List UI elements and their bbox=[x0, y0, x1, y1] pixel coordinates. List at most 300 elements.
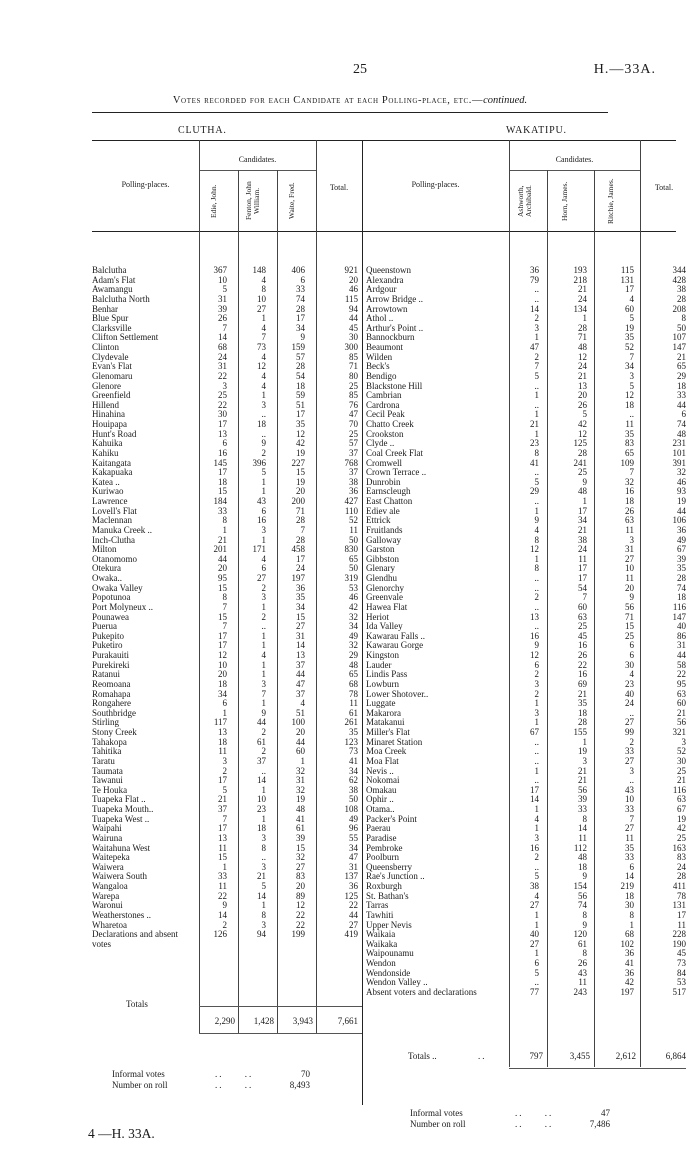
dot-leader: .. .. bbox=[515, 1119, 554, 1129]
polling-place-name: Taratu bbox=[92, 755, 115, 766]
polling-place-name: Kaitangata bbox=[92, 457, 131, 468]
row-total: 37 bbox=[349, 467, 358, 478]
polling-place-name: Evan's Flat bbox=[92, 361, 132, 372]
candidate-votes: 33 bbox=[578, 804, 587, 814]
candidate-votes: 18 bbox=[625, 890, 634, 901]
candidate-votes: .. bbox=[534, 601, 539, 612]
row-total: 24 bbox=[677, 861, 686, 872]
candidate-votes: 2 bbox=[534, 313, 539, 324]
candidate-votes: 36 bbox=[625, 967, 634, 978]
candidate-votes: 7 bbox=[300, 524, 305, 535]
row-total: 48 bbox=[349, 659, 358, 670]
wakatipu-total-all: 6,864 bbox=[665, 1051, 686, 1061]
polling-place-name: Katea .. bbox=[92, 476, 120, 487]
row-total: 321 bbox=[672, 727, 686, 737]
row-total: 21 bbox=[677, 351, 686, 362]
candidate-votes: 199 bbox=[291, 929, 305, 940]
candidate-votes: 33 bbox=[218, 505, 227, 516]
table-row bbox=[92, 439, 362, 449]
candidate-votes: 6 bbox=[222, 698, 227, 709]
candidate-votes: 17 bbox=[218, 419, 227, 429]
caption-rule bbox=[92, 112, 608, 113]
candidate-votes: 16 bbox=[218, 447, 227, 458]
row-total: 28 bbox=[677, 573, 686, 583]
row-total: 20 bbox=[349, 274, 358, 285]
candidate-votes: 20 bbox=[296, 486, 305, 497]
row-total: 63 bbox=[677, 794, 686, 805]
candidate-votes: .. bbox=[534, 861, 539, 872]
candidate-votes: 41 bbox=[530, 457, 539, 468]
row-total: 32 bbox=[349, 611, 358, 622]
table-row bbox=[92, 767, 362, 777]
table-row bbox=[366, 690, 686, 700]
header-bottom-rule bbox=[92, 231, 676, 232]
candidate-votes: 12 bbox=[625, 390, 634, 401]
polling-place-name: St. Bathan's bbox=[366, 890, 409, 901]
candidate-votes: 219 bbox=[620, 881, 634, 891]
row-total: 190 bbox=[672, 938, 686, 949]
candidate-votes: 7 bbox=[261, 688, 266, 699]
candidate-votes: 201 bbox=[213, 544, 227, 555]
candidate-votes: 12 bbox=[296, 900, 305, 911]
polling-place-name: Kawarau Gorge bbox=[366, 640, 424, 651]
table-row bbox=[92, 507, 362, 517]
candidate-votes: 100 bbox=[291, 717, 305, 728]
candidate-votes: 1 bbox=[261, 486, 266, 497]
candidate-votes: 17 bbox=[218, 467, 227, 478]
candidate-votes: 3 bbox=[629, 534, 634, 545]
polling-place-name: Adam's Flat bbox=[92, 274, 136, 285]
polling-place-name: Clifton Settlement bbox=[92, 332, 159, 343]
candidate-votes: 109 bbox=[620, 457, 634, 468]
polling-place-name: Wharetoa bbox=[92, 919, 127, 930]
polling-place-name: Balclutha bbox=[92, 265, 127, 275]
candidate-votes: 13 bbox=[578, 380, 587, 391]
candidate-votes: 44 bbox=[257, 717, 266, 728]
row-total: 33 bbox=[677, 390, 686, 401]
candidate-votes: 9 bbox=[582, 476, 587, 487]
polling-place-name: Otanomomo bbox=[92, 553, 137, 564]
row-total: 34 bbox=[349, 621, 358, 632]
table-row bbox=[92, 622, 362, 632]
candidate-votes: 27 bbox=[625, 823, 634, 834]
candidate-votes: 7 bbox=[222, 322, 227, 333]
row-total: 22 bbox=[677, 669, 686, 680]
polling-place-name: Port Molyneux .. bbox=[92, 601, 154, 612]
candidate-votes: 42 bbox=[578, 419, 587, 429]
candidate-votes: 71 bbox=[296, 505, 305, 516]
candidate-votes: 17 bbox=[578, 505, 587, 516]
candidate-votes: 19 bbox=[296, 476, 305, 487]
polling-place-name: Kahiku bbox=[92, 447, 119, 458]
candidate-votes: 102 bbox=[620, 938, 634, 949]
table-row bbox=[366, 526, 686, 536]
table-row bbox=[92, 824, 362, 834]
candidate-votes: 6 bbox=[222, 438, 227, 449]
table-row bbox=[92, 930, 362, 940]
candidate-votes: 12 bbox=[530, 650, 539, 660]
candidate-votes: 61 bbox=[578, 938, 587, 949]
candidate-votes: 43 bbox=[625, 784, 634, 795]
candidate-votes: 21 bbox=[530, 419, 539, 429]
clutha-title: CLUTHA. bbox=[178, 125, 227, 136]
candidate-votes: 22 bbox=[218, 399, 227, 410]
polling-place-name: Gibbston bbox=[366, 553, 400, 564]
row-total: 93 bbox=[677, 486, 686, 497]
table-row bbox=[366, 584, 686, 594]
candidate-votes: 2 bbox=[534, 351, 539, 362]
candidate-votes: 2 bbox=[261, 582, 266, 593]
candidate-votes: 14 bbox=[257, 890, 266, 901]
candidate-votes: 27 bbox=[257, 573, 266, 583]
row-total: 85 bbox=[349, 351, 358, 362]
candidate-votes: 3 bbox=[222, 755, 227, 766]
wakatipu-candidate-3: Ritchie, James. bbox=[606, 178, 615, 224]
candidate-votes: 5 bbox=[534, 967, 539, 978]
table-row bbox=[366, 930, 686, 940]
candidate-votes: 13 bbox=[530, 611, 539, 622]
dot-leader: .. .. bbox=[215, 1069, 254, 1079]
row-total: 62 bbox=[349, 775, 358, 786]
table-row bbox=[92, 536, 362, 546]
polling-place-name: Poolburn bbox=[366, 852, 400, 863]
clutha-total-header: Total. bbox=[329, 183, 349, 192]
row-total: 411 bbox=[672, 881, 686, 891]
table-row bbox=[366, 882, 686, 892]
row-total: 38 bbox=[349, 476, 358, 487]
row-total: 125 bbox=[344, 890, 358, 901]
polling-place-name: Arrowtown bbox=[366, 303, 408, 314]
row-total: 61 bbox=[349, 707, 358, 718]
candidate-votes: 12 bbox=[296, 428, 305, 439]
table-row bbox=[92, 651, 362, 661]
candidate-votes: 47 bbox=[296, 678, 305, 689]
candidate-votes: 120 bbox=[573, 929, 587, 940]
region-divider bbox=[362, 140, 363, 1105]
candidate-votes: 24 bbox=[578, 293, 587, 304]
candidate-votes: 6 bbox=[534, 958, 539, 968]
candidate-votes: .. bbox=[261, 428, 266, 439]
polling-place-name: Moa Creek bbox=[366, 746, 407, 757]
candidate-votes: 241 bbox=[573, 457, 587, 468]
caption-main: Votes recorded for each Candidate at each Polling-place, etc.— bbox=[172, 95, 484, 106]
row-total: 45 bbox=[677, 948, 686, 959]
table-row bbox=[92, 487, 362, 497]
row-total: 344 bbox=[672, 265, 686, 275]
candidate-votes: 74 bbox=[296, 293, 305, 304]
row-total: 52 bbox=[677, 746, 686, 757]
candidate-votes: 43 bbox=[578, 967, 587, 978]
candidate-votes: 8 bbox=[534, 447, 539, 458]
candidate-votes: 17 bbox=[218, 823, 227, 834]
candidate-votes: 48 bbox=[578, 852, 587, 863]
row-total: 44 bbox=[349, 313, 358, 324]
candidate-votes: 1 bbox=[534, 698, 539, 709]
candidate-votes: 38 bbox=[530, 881, 539, 891]
candidate-votes: 8 bbox=[582, 948, 587, 959]
table-row bbox=[366, 603, 686, 613]
wakatipu-total-c3: 2,612 bbox=[615, 1051, 636, 1061]
candidate-votes: .. bbox=[534, 399, 539, 410]
polling-place-name: Kahuika bbox=[92, 438, 123, 449]
candidate-votes: 28 bbox=[578, 322, 587, 333]
polling-place-name: Awamangu bbox=[92, 284, 133, 295]
candidate-votes: 25 bbox=[578, 621, 587, 632]
row-total: 53 bbox=[677, 977, 686, 988]
row-total: 11 bbox=[677, 919, 686, 930]
candidate-votes: 15 bbox=[296, 467, 305, 478]
polling-place-name: Garston bbox=[366, 544, 395, 555]
table-row bbox=[366, 574, 686, 584]
candidate-votes: 1 bbox=[261, 784, 266, 795]
row-total: 35 bbox=[677, 563, 686, 574]
candidate-votes: 5 bbox=[261, 881, 266, 891]
row-total: 56 bbox=[677, 717, 686, 728]
polling-place-name: Rae's Junction .. bbox=[366, 871, 425, 882]
row-total: 67 bbox=[677, 544, 686, 555]
candidate-votes: 34 bbox=[296, 601, 305, 612]
row-total: 36 bbox=[349, 881, 358, 891]
polling-place-name: Beaumont bbox=[366, 342, 403, 352]
row-total: 107 bbox=[672, 332, 686, 343]
candidate-votes: 20 bbox=[218, 669, 227, 680]
candidate-votes: 65 bbox=[625, 447, 634, 458]
row-total: 391 bbox=[672, 457, 686, 468]
table-row bbox=[92, 815, 362, 825]
polling-place-name: Waikaia bbox=[366, 929, 396, 940]
candidate-votes: 14 bbox=[625, 871, 634, 882]
candidate-votes: 15 bbox=[218, 582, 227, 593]
candidate-votes: .. bbox=[534, 496, 539, 506]
row-total: 42 bbox=[677, 823, 686, 834]
row-total: 18 bbox=[677, 592, 686, 603]
candidate-votes: 184 bbox=[213, 496, 227, 506]
candidate-votes: 11 bbox=[625, 573, 634, 583]
polling-place-name: Cambrian bbox=[366, 390, 402, 401]
candidate-votes: 9 bbox=[261, 707, 266, 718]
row-total: 63 bbox=[677, 688, 686, 699]
candidate-votes: 35 bbox=[578, 698, 587, 709]
candidate-votes: 11 bbox=[625, 419, 634, 429]
candidate-votes: 23 bbox=[625, 678, 634, 689]
candidate-votes: 36 bbox=[625, 948, 634, 959]
polling-place-name: Hillend bbox=[92, 399, 119, 410]
candidate-votes: 24 bbox=[578, 361, 587, 372]
candidate-votes: 7 bbox=[261, 332, 266, 343]
candidate-votes: 8 bbox=[534, 563, 539, 574]
candidate-votes: 1 bbox=[261, 659, 266, 670]
table-row bbox=[92, 314, 362, 324]
table-row bbox=[366, 709, 686, 719]
row-total: 208 bbox=[672, 303, 686, 314]
candidate-votes: 77 bbox=[530, 986, 539, 997]
row-total: 29 bbox=[677, 370, 686, 381]
candidate-votes: 3 bbox=[261, 592, 266, 603]
candidate-votes: 1 bbox=[534, 919, 539, 930]
candidate-votes: 1 bbox=[261, 900, 266, 911]
polling-place-name: Stony Creek bbox=[92, 727, 137, 737]
candidate-votes: .. bbox=[534, 746, 539, 757]
candidate-votes: 33 bbox=[625, 746, 634, 757]
table-row bbox=[92, 391, 362, 401]
table-row bbox=[366, 872, 686, 882]
candidate-votes: 11 bbox=[218, 746, 227, 757]
candidate-votes: 18 bbox=[578, 707, 587, 718]
row-total: 57 bbox=[349, 438, 358, 449]
candidate-votes: 1 bbox=[534, 804, 539, 814]
polling-place-name: Miller's Flat bbox=[366, 727, 410, 737]
clutha-table-body bbox=[92, 266, 362, 949]
dot-leader: .. .. bbox=[515, 1108, 554, 1118]
polling-place-name: Wairuna bbox=[92, 832, 123, 843]
candidate-votes: 42 bbox=[625, 977, 634, 988]
polling-place-name: Manuka Creek .. bbox=[92, 524, 152, 535]
row-total: 110 bbox=[344, 505, 358, 516]
row-total: 261 bbox=[344, 717, 358, 728]
row-total: 123 bbox=[344, 736, 358, 747]
polling-place-name: Rongahere bbox=[92, 698, 131, 709]
table-row bbox=[366, 699, 686, 709]
row-total: 29 bbox=[349, 650, 358, 660]
candidate-votes: .. bbox=[534, 380, 539, 391]
polling-place-name: Kawarau Falls .. bbox=[366, 630, 425, 641]
row-total: 38 bbox=[349, 784, 358, 795]
polling-place-name: Hawea Flat bbox=[366, 601, 408, 612]
candidate-votes: 51 bbox=[296, 707, 305, 718]
candidate-votes: 26 bbox=[218, 313, 227, 324]
polling-place-name: Waikaka bbox=[366, 938, 398, 949]
candidate-votes: 17 bbox=[578, 563, 587, 574]
polling-place-name: Clyde .. bbox=[366, 438, 395, 449]
row-total: 58 bbox=[677, 659, 686, 670]
candidate-votes: 31 bbox=[625, 544, 634, 555]
candidate-votes: 40 bbox=[625, 688, 634, 699]
candidate-votes: 10 bbox=[257, 794, 266, 805]
clutha-candidate-2: Fenton, John William. bbox=[244, 181, 261, 221]
candidate-votes: 42 bbox=[296, 438, 305, 449]
candidate-votes: 1 bbox=[261, 313, 266, 324]
table-row bbox=[92, 892, 362, 902]
table-row bbox=[92, 343, 362, 353]
candidate-votes: 6 bbox=[629, 650, 634, 660]
row-total: 18 bbox=[677, 380, 686, 391]
row-total: 228 bbox=[672, 929, 686, 940]
candidate-votes: 17 bbox=[578, 573, 587, 583]
candidate-votes: 1 bbox=[534, 409, 539, 420]
candidate-votes: 2 bbox=[261, 447, 266, 458]
candidate-votes: 59 bbox=[296, 390, 305, 401]
candidate-votes: 227 bbox=[291, 457, 305, 468]
candidate-votes: 1 bbox=[534, 428, 539, 439]
row-total: 25 bbox=[677, 832, 686, 843]
wakatipu-candidates-rule bbox=[509, 170, 640, 171]
candidate-votes: 19 bbox=[578, 746, 587, 757]
table-row bbox=[92, 747, 362, 757]
polling-place-name: Lowburn bbox=[366, 678, 399, 689]
polling-place-name: Ida Valley bbox=[366, 621, 403, 632]
candidate-votes: 47 bbox=[530, 342, 539, 352]
candidate-votes: 5 bbox=[582, 409, 587, 420]
candidate-votes: 11 bbox=[218, 842, 227, 853]
polling-place-name: Queenstown bbox=[366, 265, 411, 275]
polling-place-name: Lower Shotover.. bbox=[366, 688, 429, 699]
candidate-votes: 126 bbox=[213, 929, 227, 940]
candidate-votes: 35 bbox=[296, 419, 305, 429]
candidate-votes: 7 bbox=[534, 361, 539, 372]
table-row bbox=[92, 641, 362, 651]
polling-place-name: Tuapeka West .. bbox=[92, 813, 150, 824]
row-total: 106 bbox=[672, 515, 686, 526]
row-total: 6 bbox=[681, 409, 686, 420]
table-row bbox=[92, 555, 362, 565]
table-row bbox=[366, 921, 686, 931]
candidate-votes: 25 bbox=[578, 467, 587, 478]
wakatipu-roll-label: Number on roll bbox=[410, 1119, 466, 1129]
polling-place-name: Clinton bbox=[92, 342, 120, 352]
candidate-votes: 367 bbox=[213, 265, 227, 275]
candidate-votes: 21 bbox=[257, 871, 266, 882]
candidate-votes: 1 bbox=[261, 601, 266, 612]
candidate-votes: 31 bbox=[218, 361, 227, 372]
polling-place-name: Declarations and absent bbox=[92, 929, 178, 940]
candidate-votes: 39 bbox=[578, 794, 587, 805]
clutha-totals-rule-bottom bbox=[199, 1033, 362, 1034]
candidate-votes: 24 bbox=[625, 698, 634, 709]
polling-place-name: Glenorchy bbox=[366, 582, 404, 593]
polling-place-name: Athol .. bbox=[366, 313, 394, 324]
polling-place-name: Alexandra bbox=[366, 274, 404, 285]
row-total: 65 bbox=[349, 553, 358, 564]
candidate-votes: 11 bbox=[625, 832, 634, 843]
polling-place-name: Clydevale bbox=[92, 351, 129, 362]
candidate-votes: 21 bbox=[578, 370, 587, 381]
polling-place-name: Taumata bbox=[92, 765, 123, 776]
candidate-votes: 8 bbox=[261, 842, 266, 853]
candidate-votes: 9 bbox=[300, 332, 305, 343]
candidate-votes: 36 bbox=[530, 265, 539, 275]
polling-place-name: Paradise bbox=[366, 832, 397, 843]
candidate-votes: 125 bbox=[573, 438, 587, 449]
candidate-votes: 19 bbox=[625, 322, 634, 333]
candidate-votes: 200 bbox=[291, 496, 305, 506]
candidate-votes: 28 bbox=[296, 361, 305, 372]
row-total: 11 bbox=[349, 524, 358, 535]
candidate-votes: 18 bbox=[218, 678, 227, 689]
candidate-votes: 16 bbox=[578, 669, 587, 680]
candidate-votes: 8 bbox=[629, 909, 634, 920]
wakatipu-candidate-2: Horn, James. bbox=[560, 181, 569, 221]
candidate-votes: 12 bbox=[218, 650, 227, 660]
table-row bbox=[92, 584, 362, 594]
table-row bbox=[366, 507, 686, 517]
candidate-votes: .. bbox=[534, 775, 539, 786]
table-row bbox=[366, 757, 686, 767]
table-row bbox=[366, 834, 686, 844]
table-row bbox=[92, 333, 362, 343]
candidate-votes: 7 bbox=[582, 592, 587, 603]
candidate-votes: 27 bbox=[257, 303, 266, 314]
row-total: 31 bbox=[677, 640, 686, 651]
row-total: 83 bbox=[677, 852, 686, 863]
polling-place-name: Earnscleugh bbox=[366, 486, 411, 497]
candidate-votes: 3 bbox=[261, 832, 266, 843]
polling-place-name: Wendon Valley .. bbox=[366, 977, 428, 988]
polling-place-name: Matakanui bbox=[366, 717, 405, 728]
row-total: 95 bbox=[677, 678, 686, 689]
polling-place-name: Purakauiti bbox=[92, 650, 129, 660]
candidate-votes: 13 bbox=[218, 727, 227, 737]
candidate-votes: 36 bbox=[296, 582, 305, 593]
